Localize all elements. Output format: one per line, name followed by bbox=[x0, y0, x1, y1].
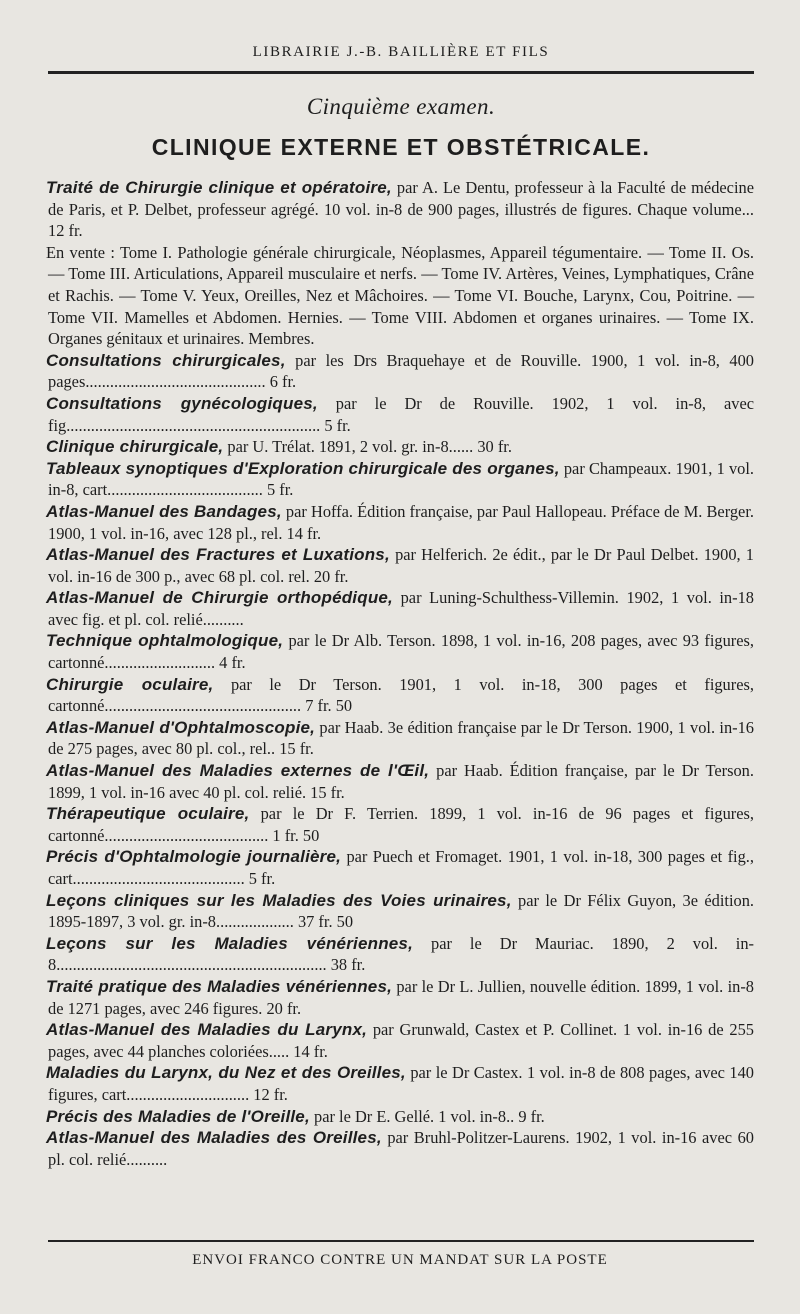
book-title: Consultations gynécologiques, bbox=[46, 393, 318, 413]
book-title: Atlas-Manuel des Fractures et Luxations, bbox=[46, 545, 390, 565]
book-description: En vente : Tome I. Pathologie générale chirurgicale, Néoplasmes, Appareil tégumentaire. — Tome II. Os. — Tome III. Articulations, Appareil musculaire et nerfs. — Tome IV. Artères, Veines, Lymphatiques, Crâne et Rachis. — Tome V. Yeux, Oreilles, Nez et Mâchoires. — Tome VI. Bouche, Larynx, Cou, Poitrine. — Tome VII. Mamelles et Abdomen. Hernies. — Tome VIII. Abdomen et organes urinaires. — Tome IX. Organes génitaux et urinaires. Membres. bbox=[46, 242, 754, 349]
book-entry bbox=[48, 630, 754, 673]
book-title: Atlas-Manuel des Maladies du Larynx, bbox=[46, 1020, 368, 1040]
book-description: par Luning-Schulthess-Villemin. 1902, 1 vol. in-18 avec fig. et pl. col. relié.......... bbox=[48, 588, 754, 629]
book-entry bbox=[48, 242, 754, 350]
book-entry bbox=[48, 350, 754, 393]
book-entry bbox=[48, 717, 754, 760]
book-description: par le Dr Terson. 1901, 1 vol. in-18, 300 pages et figures, cartonné................................................ 7 fr. 50 bbox=[48, 674, 754, 716]
book-entry bbox=[48, 1106, 754, 1128]
book-description: par le Dr Castex. 1 vol. in-8 de 808 pages, avec 140 figures, cart.............................. 12 fr. bbox=[48, 1063, 754, 1104]
book-description: par Haab. Édition française, par le Dr Terson. 1899, 1 vol. in-16 avec 40 pl. col. relié. 15 fr. bbox=[48, 761, 754, 802]
section-title: CLINIQUE EXTERNE ET OBSTÉTRICALE. bbox=[151, 134, 651, 160]
book-entry bbox=[48, 177, 754, 242]
book-description: par Hoffa. Édition française, par Paul Hallopeau. Préface de M. Berger. 1900, 1 vol. in-16, avec 128 pl., rel. 14 fr. bbox=[48, 501, 754, 543]
book-title: Traité de Chirurgie clinique et opératoire, bbox=[46, 178, 392, 197]
book-description: par les Drs Braquehaye et de Rouville. 1900, 1 vol. in-8, 400 pages............................................ 6 fr. bbox=[48, 350, 754, 392]
book-description: par le Dr Mauriac. 1890, 2 vol. in-8.................................................................. 38 fr. bbox=[48, 933, 755, 975]
book-title: Consultations chirurgicales, bbox=[46, 350, 286, 370]
book-title: Chirurgie oculaire, bbox=[46, 674, 214, 694]
book-entry bbox=[48, 674, 754, 717]
book-description: par U. Trélat. 1891, 2 vol. gr. in-8...... 30 fr. bbox=[227, 437, 512, 457]
book-description: par Helferich. 2e édit., par le Dr Paul Delbet. 1900, 1 vol. in-16 de 300 p., avec 68 pl. col. rel. 20 fr. bbox=[48, 545, 754, 586]
book-title: Clinique chirurgicale, bbox=[46, 437, 224, 457]
book-title: Atlas-Manuel de Chirurgie orthopédique, bbox=[46, 588, 393, 608]
book-entry bbox=[48, 1019, 754, 1062]
book-description: par Puech et Fromaget. 1901, 1 vol. in-18, 300 pages et fig., cart.......................................... 5 fr. bbox=[48, 847, 754, 888]
book-entry bbox=[48, 393, 754, 436]
book-entry bbox=[48, 1062, 754, 1105]
book-title: Maladies du Larynx, du Nez et des Oreilles, bbox=[46, 1063, 406, 1083]
book-description: par le Dr de Rouville. 1902, 1 vol. in-8, avec fig.............................................................. 5 fr. bbox=[48, 393, 754, 435]
book-title: Tableaux synoptiques d'Exploration chirurgicale des organes, bbox=[46, 458, 560, 478]
footer-notice: ENVOI FRANCO CONTRE UN MANDAT SUR LA POSTE bbox=[192, 1252, 608, 1268]
book-title: Atlas-Manuel des Maladies externes de l'Œil, bbox=[46, 761, 430, 781]
book-entry bbox=[48, 976, 754, 1019]
book-entry bbox=[48, 436, 754, 458]
book-title: Technique ophtalmologique, bbox=[46, 631, 284, 651]
book-description: par Bruhl-Politzer-Laurens. 1902, 1 vol. in-16 avec 60 pl. col. relié.......... bbox=[48, 1128, 754, 1169]
book-description: par Grunwald, Castex et P. Collinet. 1 vol. in-16 de 255 pages, avec 44 planches coloriées..... 14 fr. bbox=[48, 1020, 754, 1061]
book-description: par Haab. 3e édition française par le Dr Terson. 1900, 1 vol. in-16 de 275 pages, avec 80 pl. col., rel.. 15 fr. bbox=[48, 717, 754, 759]
book-description: par le Dr E. Gellé. 1 vol. in-8.. 9 fr. bbox=[314, 1106, 545, 1126]
book-entry bbox=[48, 803, 754, 846]
book-description: par le Dr L. Jullien, nouvelle édition. 1899, 1 vol. in-8 de 1271 pages, avec 246 figures. 20 fr. bbox=[48, 976, 754, 1018]
header-rule bbox=[48, 71, 754, 74]
book-entry bbox=[48, 544, 754, 587]
book-description: par le Dr Félix Guyon, 3e édition. 1895-1897, 3 vol. gr. in-8................... 37 fr. 50 bbox=[48, 890, 754, 932]
exam-heading: Cinquième examen. bbox=[306, 94, 496, 119]
book-entry bbox=[48, 501, 754, 544]
book-entry bbox=[48, 933, 754, 976]
book-list bbox=[48, 177, 754, 1170]
book-description: par le Dr F. Terrien. 1899, 1 vol. in-16 de 96 pages et figures, cartonné........................................ 1 fr. 50 bbox=[48, 804, 754, 845]
book-title: Traité pratique des Maladies vénériennes, bbox=[46, 976, 393, 996]
book-title: Leçons cliniques sur les Maladies des Voies urinaires, bbox=[46, 890, 512, 910]
footer-rule bbox=[48, 1240, 754, 1242]
book-description: par Champeaux. 1901, 1 vol. in-8, cart...................................... 5 fr. bbox=[48, 458, 754, 500]
book-entry bbox=[48, 760, 754, 803]
book-entry bbox=[48, 1127, 754, 1170]
book-title: Précis d'Ophtalmologie journalière, bbox=[46, 847, 342, 867]
book-entry bbox=[48, 587, 754, 630]
book-title: Atlas-Manuel des Maladies des Oreilles, bbox=[46, 1128, 382, 1148]
book-title: Atlas-Manuel d'Ophtalmoscopie, bbox=[46, 717, 316, 737]
book-title: Atlas-Manuel des Bandages, bbox=[46, 501, 282, 521]
book-entry bbox=[48, 458, 754, 501]
book-description: par A. Le Dentu, professeur à la Faculté de médecine de Paris, et P. Delbet, professeur agrégé. 10 vol. in-8 de 900 pages, illustrés de figures. Chaque volume... 12 fr. bbox=[48, 178, 754, 241]
book-title: Précis des Maladies de l'Oreille, bbox=[46, 1106, 310, 1126]
book-description: par le Dr Alb. Terson. 1898, 1 vol. in-16, 208 pages, avec 93 figures, cartonné........................... 4 fr. bbox=[48, 631, 754, 673]
book-entry bbox=[48, 890, 754, 933]
book-title: Thérapeutique oculaire, bbox=[46, 804, 250, 824]
book-title: Leçons sur les Maladies vénériennes, bbox=[46, 933, 414, 953]
book-entry bbox=[48, 846, 754, 889]
publisher-header: LIBRAIRIE J.-B. BAILLIÈRE ET FILS bbox=[252, 44, 550, 60]
